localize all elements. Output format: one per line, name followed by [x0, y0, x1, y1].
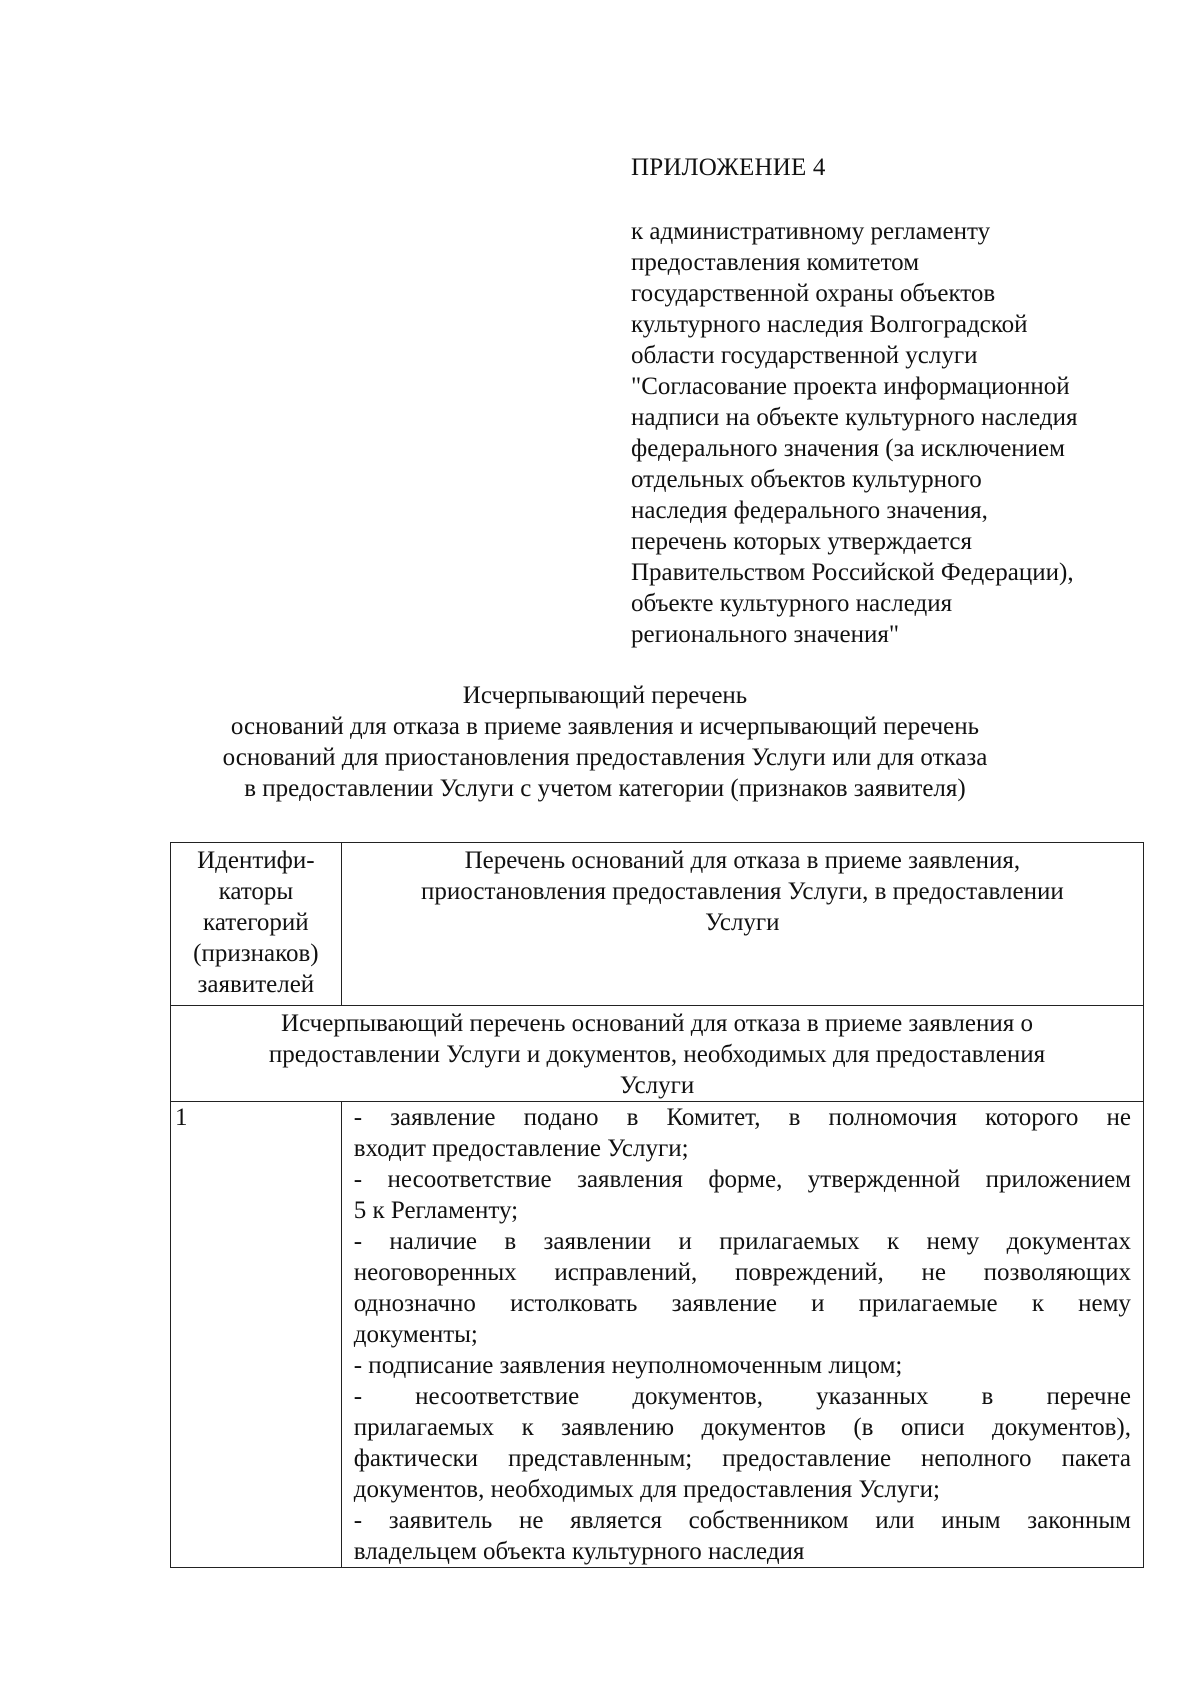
heading-line: оснований для отказа в приеме заявления и исчерпывающий перечень: [230, 713, 980, 740]
reason-line: прилагаемых к заявлению документов (в описи документов),: [353, 1414, 1131, 1441]
appendix-line: отдельных объектов культурного: [631, 466, 982, 493]
appendix-line: перечень которых утверждается: [631, 528, 973, 555]
heading-line: Исчерпывающий перечень: [462, 682, 748, 709]
reason-line: входит предоставление Услуги;: [353, 1135, 689, 1162]
reason-line: документов, необходимых для предоставления Услуги;: [353, 1476, 940, 1503]
appendix-line: надписи на объекте культурного наследия: [631, 404, 1078, 431]
row-category-id: 1: [171, 1102, 342, 1568]
appendix-line: "Согласование проекта информационной: [631, 373, 1070, 400]
reason-line: - наличие в заявлении и прилагаемых к нему документах: [353, 1228, 1131, 1255]
reason-line: - несоответствие документов, указанных в перечне: [353, 1383, 1131, 1410]
appendix-line: регионального значения": [631, 621, 900, 648]
reason-line: - заявитель не является собственником или иным законным: [353, 1507, 1131, 1534]
table-header-row: [171, 843, 1144, 1006]
reason-line: фактически представленным; предоставление неполного пакета: [353, 1445, 1131, 1472]
reason-line: владельцем объекта культурного наследия: [353, 1538, 805, 1565]
document-heading: [60, 680, 1150, 804]
appendix-line: государственной охраны объектов: [631, 280, 996, 307]
heading-line: в предоставлении Услуги с учетом категории (признаков заявителя): [244, 775, 966, 802]
appendix-line: объекте культурного наследия: [631, 590, 953, 617]
heading-line: оснований для приостановления предоставления Услуги или для отказа: [222, 744, 988, 771]
appendix-line: культурного наследия Волгоградской: [631, 311, 1028, 338]
reason-line: неоговоренных исправлений, повреждений, не позволяющих: [353, 1259, 1131, 1286]
header-applicant-category-id: Идентифи- каторы категорий (признаков) заявителей: [171, 843, 342, 1006]
reason-line: 5 к Регламенту;: [353, 1197, 519, 1224]
appendix-line: федерального значения (за исключением: [631, 435, 1065, 462]
reason-line: документы;: [353, 1321, 478, 1348]
reason-line: - несоответствие заявления форме, утвержденной приложением: [353, 1166, 1131, 1193]
section-title: Исчерпывающий перечень оснований для отказа в приеме заявления о предоставлении Услуги и документов, необходимых для предоставления Услуги: [171, 1006, 1144, 1102]
appendix-line: Правительством Российской Федерации),: [631, 559, 1074, 586]
appendix-line: области государственной услуги: [631, 342, 978, 369]
header-grounds-list: Перечень оснований для отказа в приеме заявления, приостановления предоставления Услуги, в предоставлении Услуги: [341, 843, 1143, 1006]
reason-line: - заявление подано в Комитет, в полномочия которого не: [353, 1104, 1131, 1131]
appendix-line: наследия федерального значения,: [631, 497, 988, 524]
table-section-row: [171, 1006, 1144, 1102]
appendix-title: ПРИЛОЖЕНИЕ 4: [631, 154, 826, 181]
appendix-line: к административному регламенту: [631, 218, 991, 245]
row-grounds-list: [341, 1102, 1143, 1568]
appendix-line: предоставления комитетом: [631, 249, 920, 276]
grounds-table: [170, 842, 1144, 1568]
table-row: [171, 1102, 1144, 1568]
appendix-reference: [631, 216, 1191, 650]
reason-line: однозначно истолковать заявление и прилагаемые к нему: [353, 1290, 1131, 1317]
reason-line: - подписание заявления неуполномоченным лицом;: [353, 1352, 903, 1379]
